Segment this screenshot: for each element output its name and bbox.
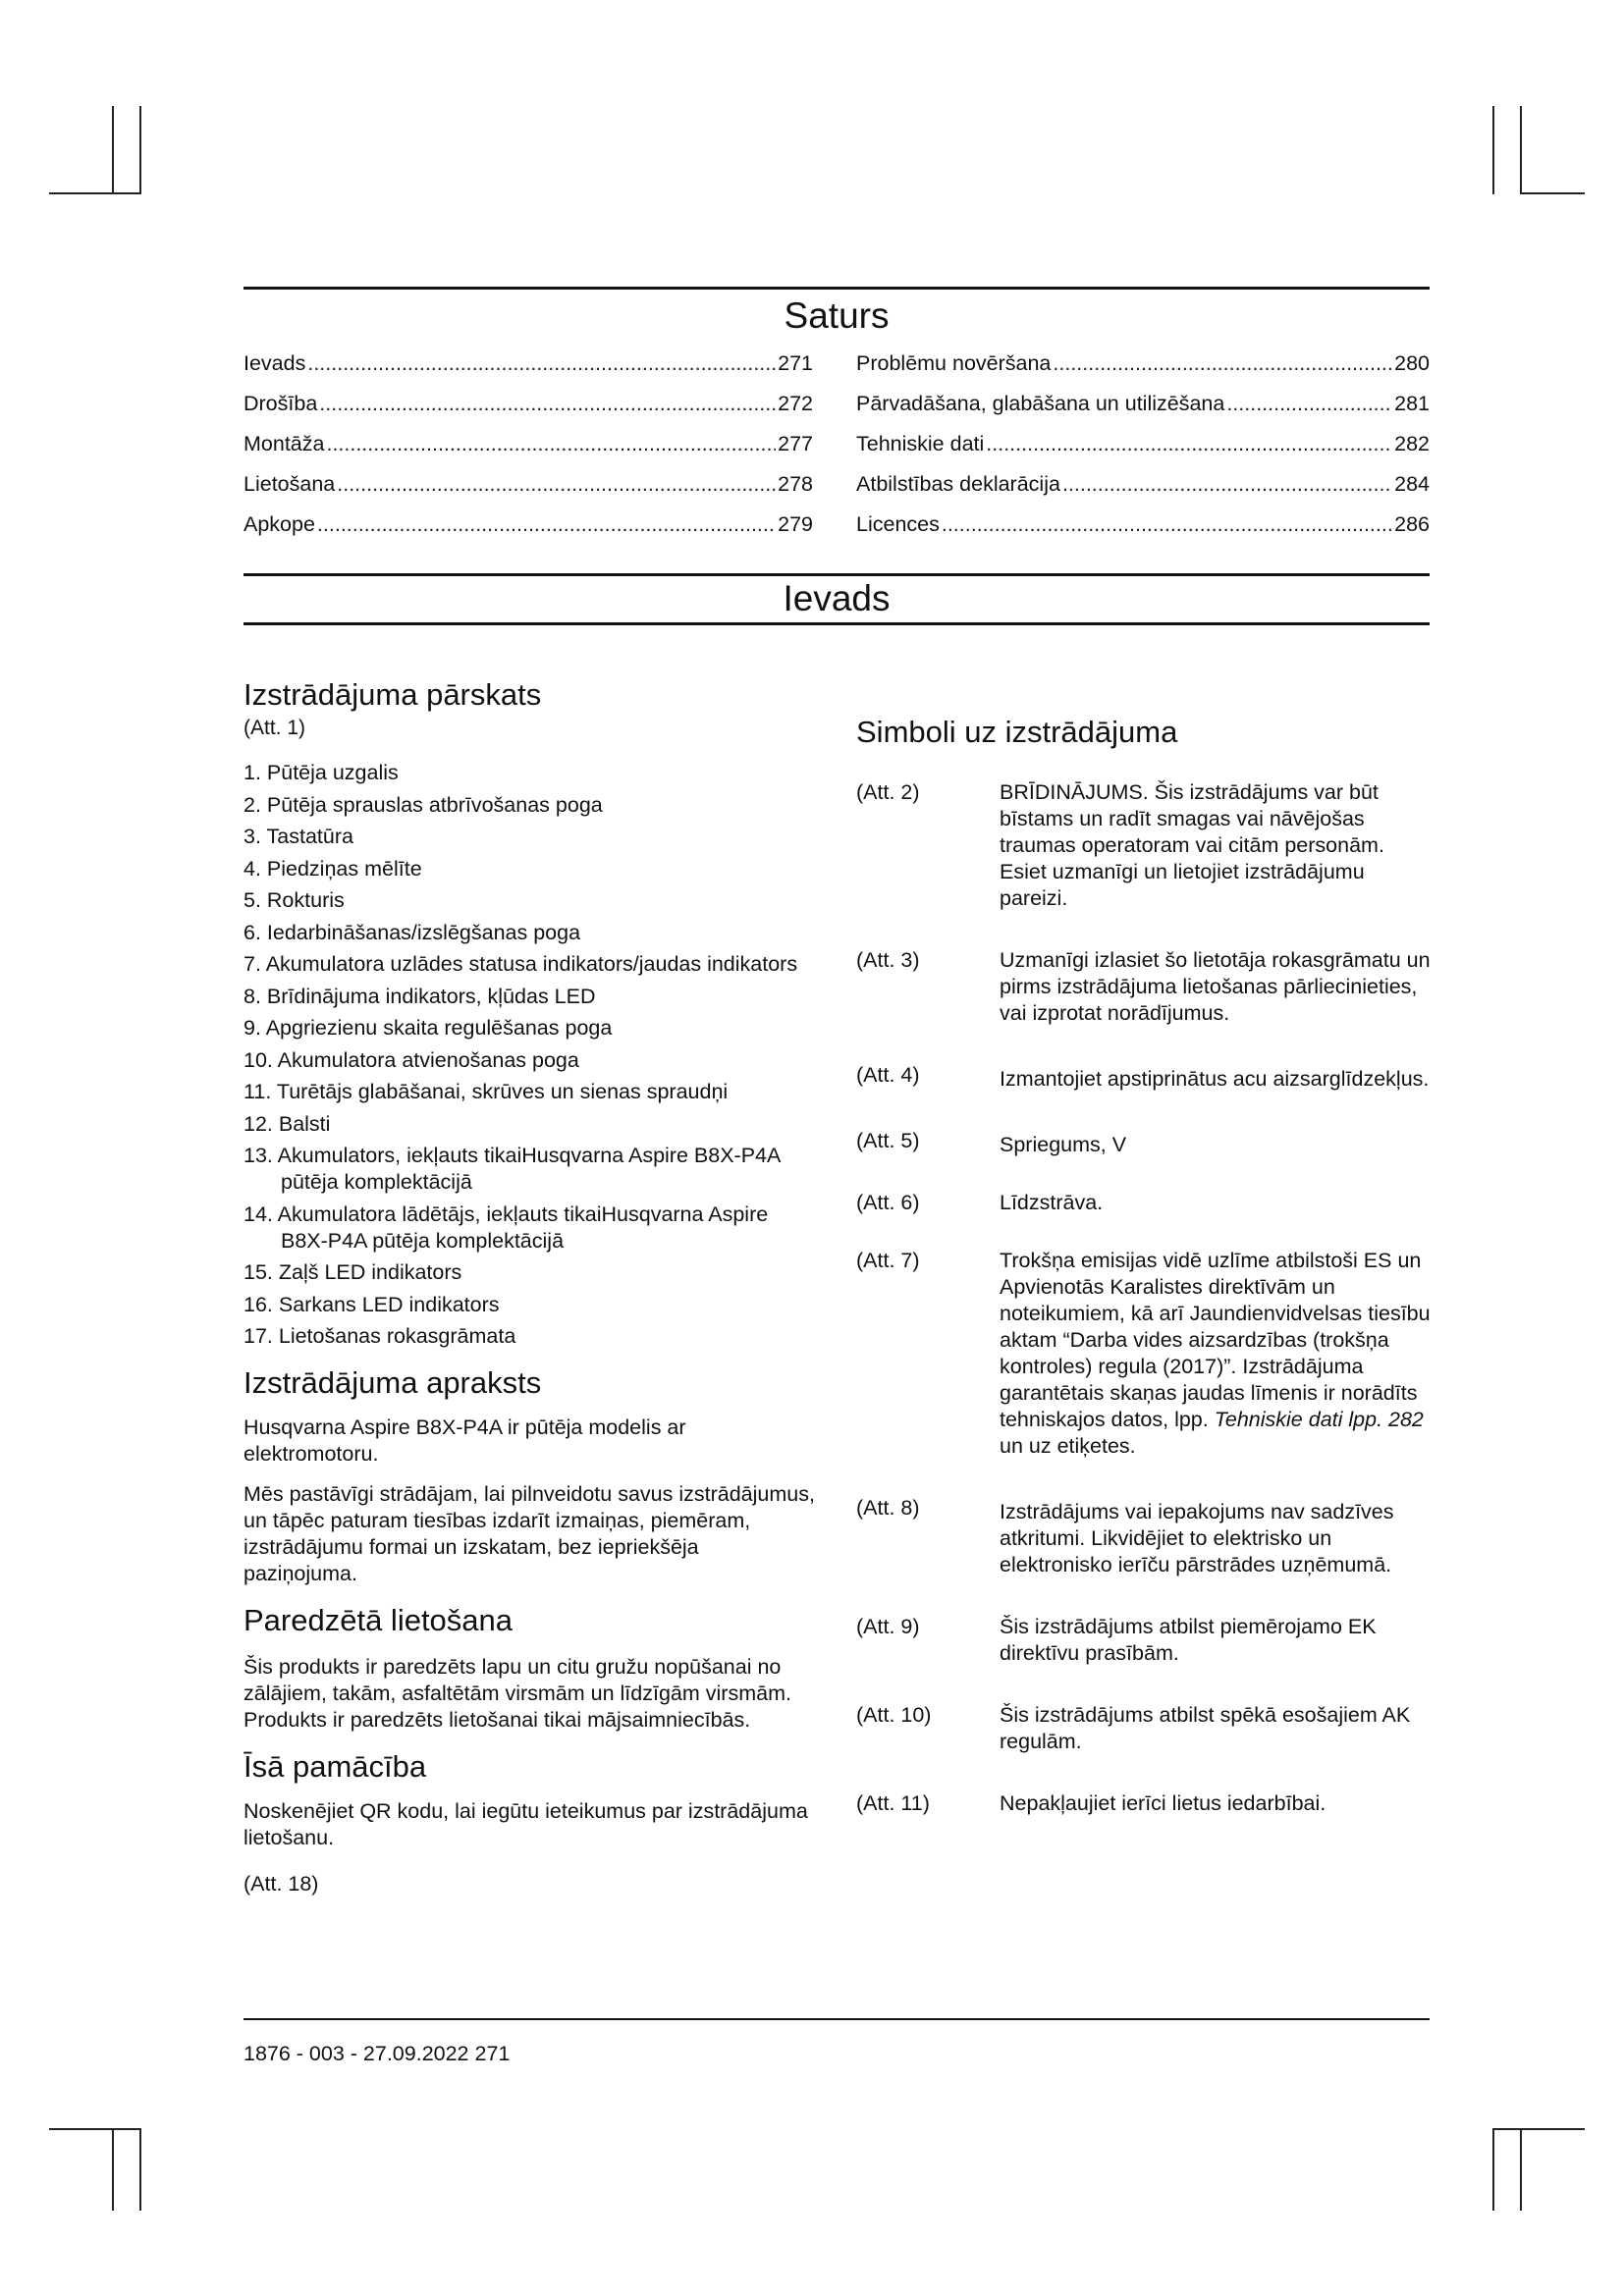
toc-entry[interactable] bbox=[856, 512, 1430, 553]
symbol-figure-ref: (Att. 5) bbox=[856, 1129, 920, 1152]
symbol-figure-ref: (Att. 11) bbox=[856, 1791, 930, 1815]
toc-entry[interactable] bbox=[244, 392, 813, 432]
quick-guide-text: Noskenējiet QR kodu, lai iegūtu ieteikumus par izstrādājuma lietošanu. bbox=[244, 1799, 808, 1849]
crop-mark-bottom-left-v1 bbox=[112, 2128, 114, 2211]
symbol-figure-ref: (Att. 2) bbox=[856, 780, 920, 804]
toc-entry-page: 278 bbox=[778, 472, 813, 496]
intended-use-heading: Paredzētā lietošana bbox=[244, 1603, 514, 1637]
list-item: 10. Akumulatora atvienošanas poga bbox=[244, 1047, 579, 1072]
quick-guide-heading: Īsā pamācība bbox=[244, 1749, 427, 1784]
list-item: 2. Pūtēja sprauslas atbrīvošanas poga bbox=[244, 792, 603, 817]
crop-mark-bottom-right-h bbox=[1492, 2128, 1585, 2130]
symbol-description: Izstrādājums vai iepakojums nav sadzīves atkritumi. Likvidējiet to elektrisko un elektronisko ierīču pārstrādes uzņēmumā. bbox=[1000, 1500, 1394, 1576]
symbol-entry bbox=[856, 947, 1432, 1027]
list-item: 1. Pūtēja uzgalis bbox=[244, 761, 399, 784]
crop-mark-top-left-v2 bbox=[139, 106, 141, 194]
symbol-description: Uzmanīgi izlasiet šo lietotāja rokasgrāmatu un pirms izstrādājuma lietošanas pārliecinieties, vai izprotat norādījumus. bbox=[1000, 948, 1431, 1025]
intro-left-column bbox=[244, 675, 818, 1911]
symbol-description: Nepakļaujiet ierīci lietus iedarbībai. bbox=[1000, 1791, 1326, 1815]
symbol-entry bbox=[856, 1495, 1432, 1578]
toc-entry[interactable] bbox=[856, 432, 1430, 472]
toc-right-column bbox=[856, 351, 1430, 553]
toc-entry-label: Licences bbox=[856, 512, 940, 536]
toc-entry-label: Tehniskie dati bbox=[856, 432, 985, 455]
footer-rule bbox=[244, 2018, 1430, 2020]
toc-entry-page: 284 bbox=[1394, 472, 1430, 496]
toc-entry-label: Drošība bbox=[244, 392, 318, 415]
symbol-entry bbox=[856, 1248, 1432, 1460]
toc-entry-label: Pārvadāšana, glabāšana un utilizēšana bbox=[856, 392, 1225, 415]
toc-entry-label: Montāža bbox=[244, 432, 325, 455]
toc-entry-page: 272 bbox=[778, 392, 813, 415]
toc-entry[interactable] bbox=[856, 351, 1430, 392]
description-paragraph: Husqvarna Aspire B8X-P4A ir pūtēja modelis ar elektromotoru. bbox=[244, 1415, 686, 1466]
symbol-figure-ref: (Att. 3) bbox=[856, 948, 920, 972]
intro-bottom-rule bbox=[244, 622, 1430, 625]
quick-guide-figure-ref: (Att. 18) bbox=[244, 1872, 319, 1896]
list-item: 3. Tastatūra bbox=[244, 825, 353, 848]
page-footer: 1876 - 003 - 27.09.2022 271 bbox=[244, 2042, 511, 2065]
symbol-entry bbox=[856, 1062, 1432, 1093]
toc-entry-label: Ievads bbox=[244, 351, 306, 375]
symbol-description: Spriegums, V bbox=[1000, 1133, 1127, 1156]
toc-title: Saturs bbox=[784, 295, 890, 336]
crop-mark-bottom-left-h bbox=[49, 2128, 141, 2130]
symbol-description: Šis izstrādājums atbilst piemērojamo EK direktīvu prasībām. bbox=[1000, 1615, 1377, 1665]
list-item: 8. Brīdinājuma indikators, kļūdas LED bbox=[244, 984, 596, 1008]
toc-entry[interactable] bbox=[856, 392, 1430, 432]
symbol-figure-ref: (Att. 8) bbox=[856, 1496, 920, 1520]
toc-entry[interactable] bbox=[244, 472, 813, 512]
crop-mark-top-right-v2 bbox=[1520, 106, 1522, 194]
list-item: 11. Turētājs glabāšanai, skrūves un sienas spraudņi bbox=[244, 1080, 729, 1103]
symbols-heading: Simboli uz izstrādājuma bbox=[856, 715, 1178, 749]
symbol-entry bbox=[856, 1702, 1432, 1755]
symbol-entry bbox=[856, 1790, 1432, 1817]
list-item: 12. Balsti bbox=[244, 1111, 331, 1136]
list-item: 16. Sarkans LED indikators bbox=[244, 1292, 500, 1316]
list-item: 15. Zaļš LED indikators bbox=[244, 1260, 462, 1284]
intro-title: Ievads bbox=[783, 578, 891, 618]
list-item: 17. Lietošanas rokasgrāmata bbox=[244, 1324, 516, 1348]
symbol-entry bbox=[856, 1190, 1432, 1216]
crop-mark-bottom-right-v2 bbox=[1520, 2128, 1522, 2211]
toc-entry[interactable] bbox=[244, 512, 813, 553]
toc-entry[interactable] bbox=[244, 351, 813, 392]
overview-heading: Izstrādājuma pārskats bbox=[244, 677, 542, 712]
crop-mark-top-left-h bbox=[49, 192, 141, 194]
symbols-column bbox=[856, 713, 1432, 1817]
description-heading: Izstrādājuma apraksts bbox=[244, 1365, 542, 1400]
symbol-description: Līdzstrāva. bbox=[1000, 1191, 1104, 1214]
intended-use-text: Šis produkts ir paredzēts lapu un citu gružu nopūšanai no zālājiem, takām, asfaltētām virsmām un līdzīgām virsmām. Produkts ir paredzēts lietošanai tikai mājsaimniecībās. bbox=[244, 1655, 791, 1732]
symbol-entry bbox=[856, 1128, 1432, 1158]
crop-mark-bottom-left-v2 bbox=[139, 2128, 141, 2211]
toc-entry-label: Apkope bbox=[244, 512, 315, 536]
symbol-description: Trokšņa emisijas vidē uzlīme atbilstoši ES un Apvienotās Karalistes direktīvām un noteikumiem, kā arī Jaundienvidvelsas tiesību aktam “Darba vides aizsardzības (trokšņa kontroles) regula (2017)”. Izstrādājuma garantētais skaņas jaudas līmenis ir norādīts tehniskajos datos, lpp. Tehniskie dati lpp. 282 un uz etiķetes. bbox=[1000, 1249, 1431, 1458]
symbol-figure-ref: (Att. 4) bbox=[856, 1063, 920, 1087]
crop-mark-top-right-v1 bbox=[1492, 106, 1494, 194]
symbol-entry bbox=[856, 1614, 1432, 1667]
symbol-figure-ref: (Att. 10) bbox=[856, 1703, 932, 1727]
toc-entry-page: 271 bbox=[778, 351, 813, 375]
symbol-figure-ref: (Att. 7) bbox=[856, 1249, 920, 1272]
toc-entry-label: Lietošana bbox=[244, 472, 336, 496]
symbol-entry bbox=[856, 779, 1432, 912]
toc-top-rule bbox=[244, 287, 1430, 290]
toc-entry-page: 286 bbox=[1394, 512, 1430, 536]
toc-entry-label: Problēmu novēršana bbox=[856, 351, 1052, 375]
symbol-description: Izmantojiet apstiprinātus acu aizsarglīdzekļus. bbox=[1000, 1067, 1430, 1091]
list-item: 7. Akumulatora uzlādes statusa indikators/jaudas indikators bbox=[244, 952, 798, 976]
symbol-figure-ref: (Att. 9) bbox=[856, 1615, 920, 1638]
description-paragraph: Mēs pastāvīgi strādājam, lai pilnveidotu savus izstrādājumus, un tāpēc paturam tiesības izdarīt izmaiņas, piemēram, izstrādājumu formai un izskatam, bez iepriekšēja paziņojuma. bbox=[244, 1482, 815, 1585]
toc-entry-label: Atbilstības deklarācija bbox=[856, 472, 1060, 496]
symbol-description: BRĪDINĀJUMS. Šis izstrādājums var būt bīstams un radīt smagas vai nāvējošas traumas operatoram vai citām personām. Esiet uzmanīgi un lietojiet izstrādājumu pareizi. bbox=[1000, 780, 1384, 910]
intro-top-rule bbox=[244, 573, 1430, 576]
toc-entry-page: 279 bbox=[778, 512, 813, 536]
parts-list bbox=[244, 760, 818, 1350]
symbol-description: Šis izstrādājums atbilst spēkā esošajiem AK regulām. bbox=[1000, 1703, 1411, 1753]
crop-mark-top-right-h bbox=[1520, 192, 1585, 194]
toc-entry-page: 281 bbox=[1394, 392, 1430, 415]
toc-entry-page: 277 bbox=[778, 432, 813, 455]
crop-mark-top-left-v1 bbox=[112, 106, 114, 194]
list-item: 4. Piedziņas mēlīte bbox=[244, 856, 422, 881]
toc-entry-page: 282 bbox=[1394, 432, 1430, 455]
list-item: 6. Iedarbināšanas/izslēgšanas poga bbox=[244, 920, 581, 944]
list-item: 13. Akumulators, iekļauts tikaiHusqvarna Aspire B8X-P4A pūtēja komplektācijā bbox=[244, 1144, 781, 1194]
tech-data-link[interactable]: Tehniskie dati lpp. 282 bbox=[1214, 1408, 1424, 1431]
overview-figure-ref: (Att. 1) bbox=[244, 717, 306, 739]
toc-entry-page: 280 bbox=[1394, 351, 1430, 375]
list-item: 5. Rokturis bbox=[244, 888, 345, 912]
list-item: 9. Apgriezienu skaita regulēšanas poga bbox=[244, 1016, 613, 1040]
crop-mark-bottom-right-v1 bbox=[1492, 2128, 1494, 2211]
list-item: 14. Akumulatora lādētājs, iekļauts tikaiHusqvarna Aspire B8X-P4A pūtēja komplektācijā bbox=[244, 1201, 769, 1253]
toc-left-column bbox=[244, 351, 813, 553]
symbol-figure-ref: (Att. 6) bbox=[856, 1191, 920, 1214]
toc-entry[interactable] bbox=[244, 432, 813, 472]
toc-entry[interactable] bbox=[856, 472, 1430, 512]
